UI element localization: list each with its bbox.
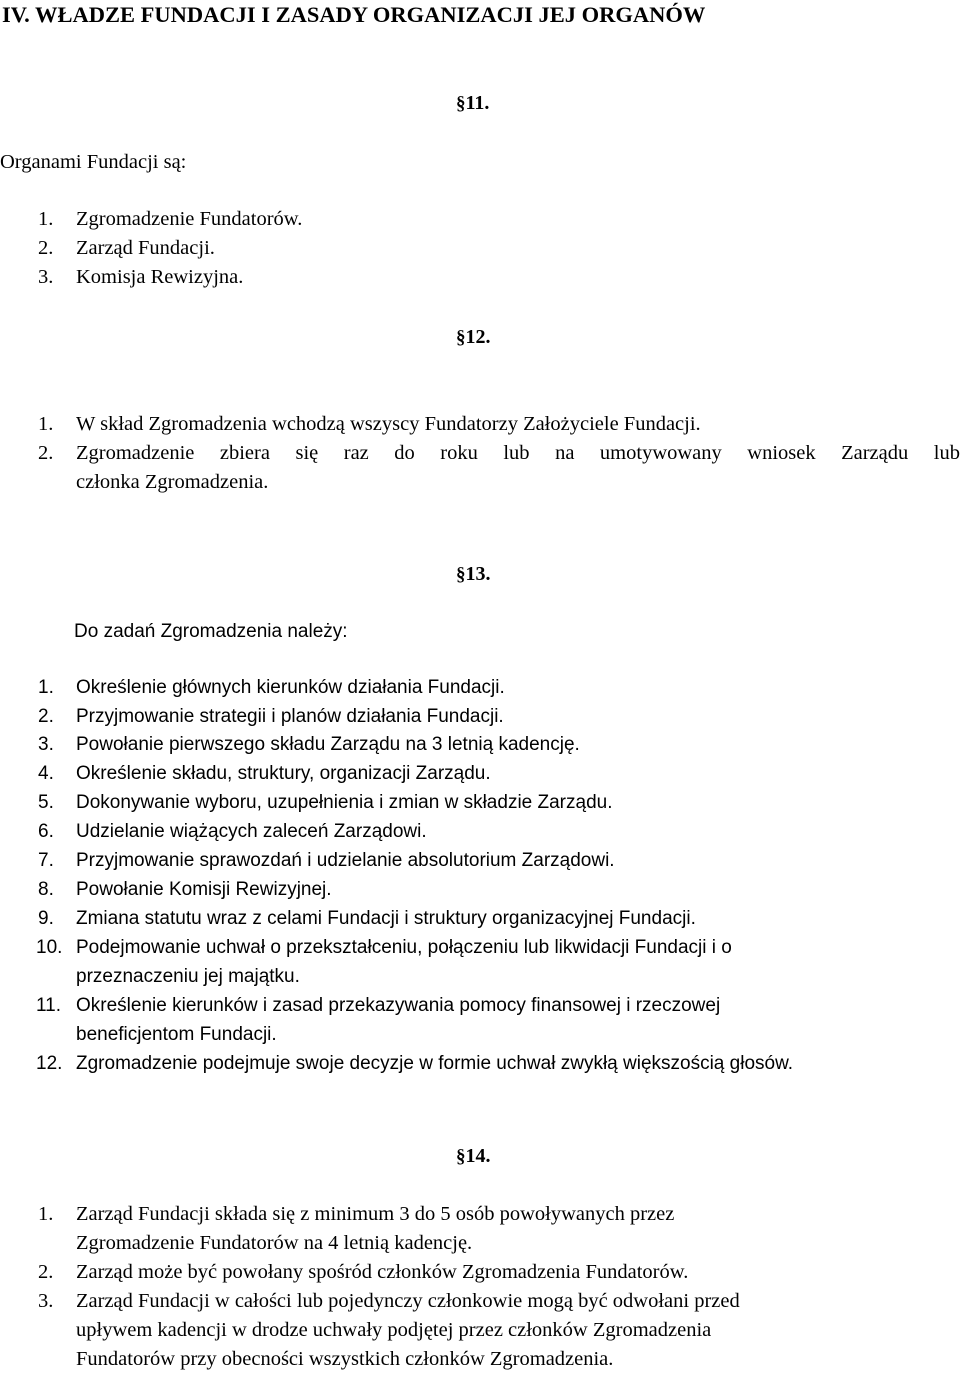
list-number: 9. [38, 908, 54, 929]
section-sign: § [456, 327, 465, 348]
list-number: 3. [38, 1290, 54, 1312]
paragraph-14-heading [456, 1144, 491, 1169]
justified-word: do [394, 442, 415, 464]
list-text: Komisja Rewizyjna. [76, 266, 244, 288]
paragraph-number: 14. [465, 1145, 491, 1167]
paragraph-13-intro: Do zadań Zgromadzenia należy: [74, 621, 348, 642]
list-text-continuation: członka Zgromadzenia. [76, 471, 269, 493]
list-number: 6. [38, 821, 54, 842]
justified-word: lub [503, 442, 530, 464]
list-text: Zgromadzenie podejmuje swoje decyzje w formie uchwał zwykłą większością głosów. [76, 1053, 794, 1074]
list-number: 1. [38, 677, 54, 698]
list-text-continuation: upływem kadencji w drodze uchwały podjętej przez członków Zgromadzenia [76, 1319, 712, 1341]
list-text: Zarząd Fundacji składa się z minimum 3 do 5 osób powoływanych przez [76, 1203, 675, 1225]
list-number: 2. [38, 237, 54, 259]
list-text: Określenie głównych kierunków działania Fundacji. [76, 677, 505, 698]
list-number: 7. [38, 850, 54, 871]
list-text: Zgromadzenie Fundatorów. [76, 208, 303, 230]
list-number: 12. [36, 1053, 63, 1074]
list-number: 5. [38, 792, 54, 813]
list-number: 4. [38, 763, 54, 784]
list-number: 3. [38, 266, 54, 288]
list-text-continuation: przeznaczeniu jej majątku. [76, 966, 300, 987]
justified-word: zbiera [219, 442, 270, 464]
list-text: Zmiana statutu wraz z celami Fundacji i struktury organizacyjnej Fundacji. [76, 908, 696, 929]
list-number: 10. [36, 937, 63, 958]
paragraph-12-heading [456, 325, 491, 350]
list-number: 8. [38, 879, 54, 900]
list-text: Powołanie Komisji Rewizyjnej. [76, 879, 332, 900]
list-text-continuation: beneficjentom Fundacji. [76, 1024, 277, 1045]
list-text-continuation: Fundatorów przy obecności wszystkich członków Zgromadzenia. [76, 1348, 614, 1370]
list-text: Dokonywanie wyboru, uzupełnienia i zmian w składzie Zarządu. [76, 792, 613, 813]
justified-word: roku [440, 442, 478, 464]
paragraph-number: 12. [465, 326, 491, 348]
list-number: 3. [38, 734, 54, 755]
list-text: Przyjmowanie strategii i planów działania Fundacji. [76, 706, 504, 727]
justified-word: się [295, 442, 319, 464]
list-text: Określenie składu, struktury, organizacji Zarządu. [76, 763, 491, 784]
paragraph-number: 13. [465, 563, 491, 585]
justified-word: Zgromadzenie [76, 442, 195, 464]
list-text-justified [76, 441, 960, 465]
list-text: W skład Zgromadzenia wchodzą wszyscy Fundatorzy Założyciele Fundacji. [76, 413, 701, 435]
paragraph-13-heading [456, 562, 491, 587]
paragraph-number: 11. [465, 92, 490, 114]
justified-word: Zarządu [841, 442, 909, 464]
list-number: 2. [38, 442, 54, 464]
section-sign: § [456, 93, 465, 114]
list-text: Zarząd Fundacji w całości lub pojedynczy członkowie mogą być odwołani przed [76, 1290, 740, 1312]
list-number: 1. [38, 413, 54, 435]
justified-word: umotywowany [599, 442, 722, 464]
list-number: 11. [36, 995, 62, 1016]
list-number: 1. [38, 1203, 54, 1225]
list-text: Przyjmowanie sprawozdań i udzielanie absolutorium Zarządowi. [76, 850, 615, 871]
list-text: Zarząd może być powołany spośród członków Zgromadzenia Fundatorów. [76, 1261, 689, 1283]
list-text-continuation: Zgromadzenie Fundatorów na 4 letnią kadencję. [76, 1232, 473, 1254]
justified-word: raz [343, 442, 369, 464]
justified-word: lub [933, 442, 960, 464]
list-text: Zarząd Fundacji. [76, 237, 215, 259]
paragraph-11-intro: Organami Fundacji są: [0, 151, 187, 173]
list-number: 2. [38, 1261, 54, 1283]
chapter-title: IV. WŁADZE FUNDACJI I ZASADY ORGANIZACJI JEJ ORGANÓW [2, 2, 706, 27]
section-sign: § [456, 564, 465, 585]
paragraph-11-heading [456, 91, 489, 116]
list-text: Podejmowanie uchwał o przekształceniu, połączeniu lub likwidacji Fundacji i o [76, 937, 732, 958]
list-text: Udzielanie wiążących zaleceń Zarządowi. [76, 821, 427, 842]
justified-word: wniosek [747, 442, 816, 464]
justified-word: na [555, 442, 575, 464]
section-sign: § [456, 1146, 465, 1167]
list-number: 2. [38, 706, 54, 727]
list-text: Określenie kierunków i zasad przekazywania pomocy finansowej i rzeczowej [76, 995, 721, 1016]
list-number: 1. [38, 208, 54, 230]
list-text: Powołanie pierwszego składu Zarządu na 3 letnią kadencję. [76, 734, 580, 755]
